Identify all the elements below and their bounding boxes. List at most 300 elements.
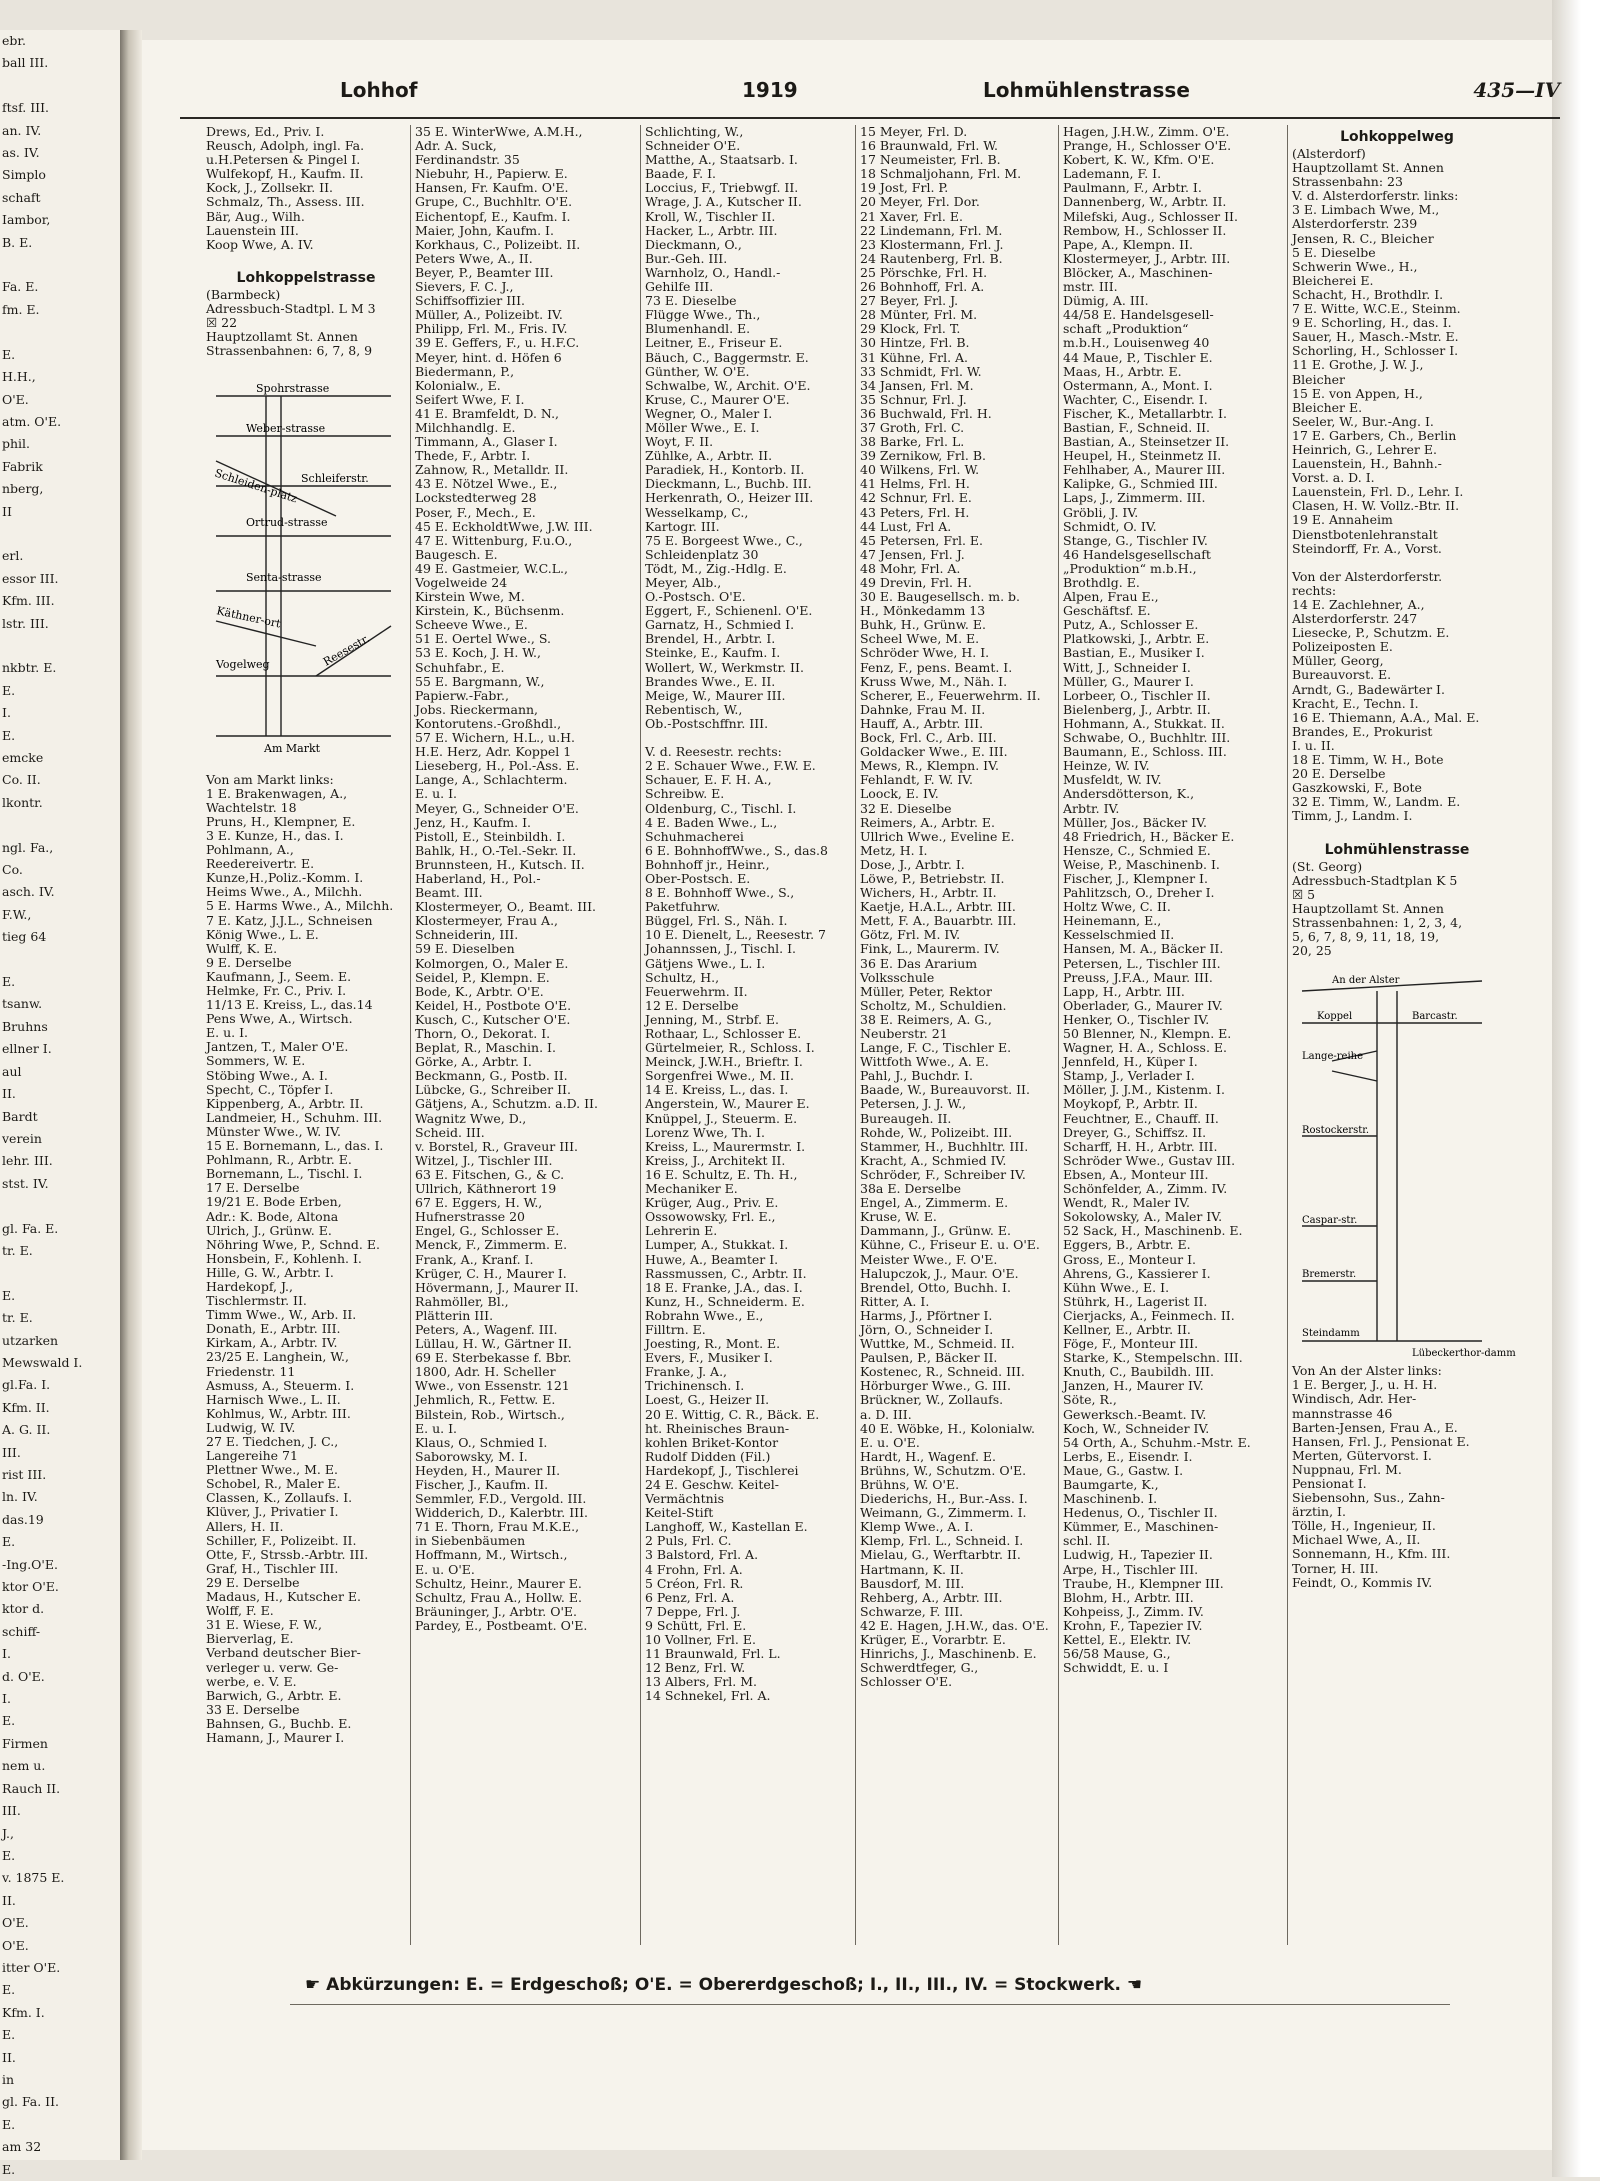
directory-entry: 3 Balstord, Frl. A. <box>645 1547 759 1563</box>
directory-entry: 13 Albers, Frl. M. <box>645 1674 758 1690</box>
directory-entry: Petersen, L., Tischler III. <box>1063 955 1221 971</box>
directory-entry: Kartogr. III. <box>645 518 720 534</box>
left-page-fragment: Fabrik <box>2 458 43 474</box>
directory-entry: 9 E. Schorling, H., das. I. <box>1292 315 1452 331</box>
directory-entry: Kusch, C., Kutscher O'E. <box>415 1011 571 1027</box>
left-page-fragment: O'E. <box>2 1937 29 1953</box>
directory-entry: kohlen Briket-Kontor <box>645 1434 779 1450</box>
directory-entry: Schwiddt, E. u. I <box>1063 1660 1169 1676</box>
directory-entry: Helmke, Fr. C., Priv. I. <box>206 983 347 998</box>
directory-entry: (Alsterdorf) <box>1292 146 1366 161</box>
directory-entry: Timm Wwe., W., Arb. II. <box>206 1307 357 1323</box>
page-header <box>50 78 1560 108</box>
directory-entry: 75 E. Borgeest Wwe., C., <box>645 532 803 548</box>
directory-entry: 29 Klock, Frl. T. <box>860 321 961 337</box>
directory-entry: Kirstein, K., Büchsenm. <box>415 603 565 619</box>
left-page-fragment: Kfm. II. <box>2 1399 50 1415</box>
directory-entry: Schauer, E. F. H. A., <box>645 772 772 788</box>
directory-entry: 47 E. Wittenburg, F.u.O., <box>415 532 573 548</box>
directory-entry: 20 Meyer, Frl. Dor. <box>860 194 980 210</box>
directory-entry: Gehilfe III. <box>645 279 714 295</box>
left-page-fragment: II <box>2 503 12 519</box>
directory-entry: Lauenstein III. <box>206 222 299 238</box>
directory-entry: V. d. Alsterdorferstr. links: <box>1292 188 1459 204</box>
directory-entry: 46 Handelsgesellschaft <box>1063 546 1211 562</box>
header-left-street: Lohhof <box>340 78 418 102</box>
directory-entry <box>645 731 863 745</box>
directory-entry: Lorbeer, O., Tischler II. <box>1063 687 1211 703</box>
left-page-fragment: Co. II. <box>2 772 41 788</box>
directory-entry: 11/13 E. Kreiss, L., das.14 <box>206 997 373 1013</box>
left-page-fragment: E. <box>2 2027 16 2043</box>
left-page-fragment: tr. E. <box>2 1242 33 1258</box>
directory-entry: Blöcker, A., Maschinen- <box>1063 264 1213 280</box>
directory-entry: 18 E. Franke, J.A., das. I. <box>645 1279 803 1295</box>
directory-entry: Madaus, H., Kutscher E. <box>206 1589 361 1605</box>
directory-entry: Janzen, H., Maurer IV. <box>1063 1378 1204 1394</box>
map-street-label: Schleiferstr. <box>301 471 369 485</box>
directory-entry: Schiffsoffizier III. <box>415 293 526 309</box>
directory-entry: Kolmorgen, O., Maler E. <box>415 955 569 971</box>
scan-edge <box>1552 0 1600 2177</box>
directory-entry <box>206 358 406 372</box>
directory-entry: Laps, J., Zimmerm. III. <box>1063 490 1206 506</box>
directory-entry: Von der Alsterdorferstr. <box>1292 568 1443 584</box>
directory-entry: Kunze,H.,Poliz.-Komm. I. <box>206 870 364 886</box>
directory-entry: Ludwig, W. IV. <box>206 1419 296 1435</box>
directory-entry: 35 E. WinterWwe, A.M.H., <box>415 124 583 139</box>
left-page-fragment: verein <box>2 1130 42 1146</box>
directory-entry: Scherer, E., Feuerwehrm. II. <box>860 687 1041 703</box>
directory-entry: Saborowsky, M. I. <box>415 1448 528 1464</box>
directory-entry: 15 E. von Appen, H., <box>1292 385 1423 401</box>
directory-entry: 41 E. Bramfeldt, D. N., <box>415 405 560 421</box>
left-page-fragment: A. G. II. <box>2 1422 51 1438</box>
directory-entry: Gätjens Wwe., L. I. <box>645 955 766 971</box>
directory-entry: 63 E. Fitschen, G., & C. <box>415 1166 565 1182</box>
directory-entry: Kracht, A., Schmied IV. <box>860 1152 1007 1168</box>
directory-entry: Kellner, E., Arbtr. II. <box>1063 1321 1191 1337</box>
directory-entry: Gewerksch.-Beamt. IV. <box>1063 1406 1207 1422</box>
left-page-fragment: fm. E. <box>2 301 40 317</box>
directory-entry: Kreiss, J., Architekt II. <box>645 1152 786 1168</box>
directory-entry: Brandes Wwe., E. II. <box>645 673 776 689</box>
directory-entry: Schultz, Heinr., Maurer E. <box>415 1575 582 1591</box>
directory-entry: 5 E. Harms Wwe., A., Milchh. <box>206 898 394 914</box>
map-street-label: Caspar-str. <box>1302 1215 1358 1227</box>
directory-entry: 31 E. Wiese, F. W., <box>206 1617 323 1633</box>
directory-entry: Ferdinandstr. 35 <box>415 152 520 168</box>
directory-entry: Lumper, A., Stukkat. I. <box>645 1237 789 1253</box>
directory-entry: Scharff, H. H., Arbtr. III. <box>1063 1138 1218 1154</box>
directory-entry <box>206 759 406 773</box>
directory-entry: Dieckmann, O., <box>645 236 742 252</box>
directory-entry: Kirkam, A., Arbtr. IV. <box>206 1335 338 1351</box>
directory-entry: Milefski, Aug., Schlosser II. <box>1063 208 1238 224</box>
directory-entry: Wagner, H. A., Schloss. E. <box>1063 1040 1228 1056</box>
directory-entry: H., Mönkedamm 13 <box>860 603 986 619</box>
directory-entry: Brühns, W. O'E. <box>860 1477 960 1492</box>
left-page-fragment: v. 1875 E. <box>2 1870 65 1886</box>
map-street-label: Reesestr. <box>321 631 372 669</box>
directory-entry: E. u. I. <box>206 1025 248 1041</box>
directory-entry: Plettner Wwe., M. E. <box>206 1462 338 1478</box>
directory-entry: 39 Zernikow, Frl. B. <box>860 448 987 464</box>
directory-entry: mannstrasse 46 <box>1292 1405 1393 1421</box>
directory-entry: 3 E. Limbach Wwe, M., <box>1292 202 1440 218</box>
directory-entry: Jensen, R. C., Bleicher <box>1292 230 1434 246</box>
directory-entry: 11 E. Grothe, J. W. J., <box>1292 357 1424 373</box>
directory-entry: Hardekopf, J., Tischlerei <box>645 1462 799 1478</box>
directory-entry: Bilstein, Rob., Wirtsch., <box>415 1406 565 1422</box>
directory-entry: Witt, J., Schneider I. <box>1063 659 1191 675</box>
book-gutter <box>120 30 142 2160</box>
left-page-fragment: Iambor, <box>2 212 51 228</box>
directory-entry: 48 Friedrich, H., Bäcker E. <box>1063 828 1235 844</box>
directory-entry: Schobel, R., Maler E. <box>206 1476 341 1492</box>
directory-entry: Andersdötterson, K., <box>1063 786 1195 802</box>
directory-entry: Schultz, Frau A., Hollw. E. <box>415 1589 582 1605</box>
directory-entry: Kolonialw., E. <box>415 377 501 393</box>
column-divider <box>410 125 411 1945</box>
directory-entry: Putz, A., Schlosser E. <box>1063 617 1199 633</box>
left-page-fragment: phil. <box>2 436 31 452</box>
directory-entry: Schwalbe, W., Archit. O'E. <box>645 377 811 393</box>
directory-entry: Liesecke, P., Schutzm. E. <box>1292 625 1450 641</box>
directory-entry: Kostenec, R., Schneid. III. <box>860 1364 1025 1380</box>
left-page-fragment: rist III. <box>2 1467 47 1482</box>
directory-entry: Torner, H. III. <box>1292 1560 1379 1576</box>
left-page-fragment: II. <box>2 2049 16 2065</box>
directory-entry: Bahnsen, G., Buchb. E. <box>206 1715 352 1731</box>
left-page-fragment: -Ing.O'E. <box>2 1556 58 1572</box>
directory-entry: 12 E. Derselbe <box>645 997 739 1013</box>
directory-entry: Klaus, O., Schmied I. <box>415 1434 548 1450</box>
directory-entry: 20 E. Derselbe <box>1292 766 1386 782</box>
directory-entry: Rehberg, A., Arbtr. III. <box>860 1589 1003 1605</box>
directory-entry: Günther, W. O'E. <box>645 363 750 379</box>
directory-entry: Schuhmacherei <box>645 828 744 844</box>
directory-entry: Weimann, G., Zimmerm. I. <box>860 1505 1027 1521</box>
directory-entry: Lehrerin E. <box>645 1223 718 1239</box>
directory-entry: Klostermeyer, J., Arbtr. III. <box>1063 250 1231 266</box>
directory-entry: Windisch, Adr. Her- <box>1292 1391 1417 1407</box>
directory-entry: Ostermann, A., Mont. I. <box>1063 377 1213 393</box>
directory-entry: Nuppnau, Frl. M. <box>1292 1461 1402 1477</box>
directory-entry: Ludwig, H., Tapezier II. <box>1063 1547 1213 1563</box>
directory-entry: Krüger, E., Vorarbtr. E. <box>860 1632 1006 1648</box>
left-page-fragment: E. <box>2 1287 16 1303</box>
directory-entry: 71 E. Thorn, Frau M.K.E., <box>415 1519 580 1535</box>
directory-entry: Schlichting, W., <box>645 124 744 139</box>
directory-entry: V. d. Reesestr. rechts: <box>645 744 782 760</box>
directory-entry: Mielau, G., Werftarbtr. II. <box>860 1547 1021 1563</box>
directory-entry: Ullrich, Käthnerort 19 <box>415 1181 557 1197</box>
directory-entry: Diederichs, H., Bur.-Ass. I. <box>860 1491 1028 1507</box>
directory-entry: Philipp, Frl. M., Fris. IV. <box>415 321 568 337</box>
directory-entry: 49 E. Gastmeier, W.C.L., <box>415 560 568 576</box>
directory-entry: Knuth, C., Baubildh. III. <box>1063 1364 1214 1380</box>
directory-entry: Schwerdtfeger, G., <box>860 1660 979 1676</box>
directory-entry: Klemp Wwe., A. I. <box>860 1519 974 1535</box>
directory-entry: Bahlk, H., O.-Tel.-Sekr. II. <box>415 842 577 858</box>
directory-entry: mstr. III. <box>1063 279 1118 295</box>
directory-entry: Knüppel, J., Steuerm. E. <box>645 1110 798 1126</box>
directory-entry: Pruns, H., Klempner, E. <box>206 813 356 829</box>
directory-entry: H.E. Herz, Adr. Koppel 1 <box>415 744 572 760</box>
directory-entry: Seeler, W., Bur.-Ang. I. <box>1292 413 1434 429</box>
directory-entry: ärztin, I. <box>1292 1504 1346 1520</box>
directory-entry: Beyer, P., Beamter III. <box>415 264 554 280</box>
directory-entry: Hacker, L., Arbtr. III. <box>645 222 778 238</box>
directory-entry: 28 Münter, Frl. M. <box>860 307 978 323</box>
directory-entry: Peters, A., Wagenf. III. <box>415 1321 558 1337</box>
directory-entry: Bastian, A., Steinsetzer II. <box>1063 434 1230 450</box>
directory-entry: 56/58 Mause, G., <box>1063 1646 1171 1662</box>
street-heading: Lohkoppelweg <box>1340 129 1454 145</box>
directory-entry: Tischlermstr. II. <box>206 1293 307 1309</box>
directory-entry: Garnatz, H., Schmied I. <box>645 617 795 633</box>
directory-entry: Rothaar, L., Schlosser E. <box>645 1026 802 1041</box>
directory-entry: Kalipke, G., Schmied III. <box>1063 476 1218 492</box>
map-street-label: Rostockerstr. <box>1302 1125 1370 1137</box>
directory-entry: v. Borstel, R., Graveur III. <box>415 1138 578 1154</box>
directory-entry: Gross, E., Monteur I. <box>1063 1251 1197 1267</box>
directory-entry: Hardt, H., Wagenf. E. <box>860 1448 997 1464</box>
directory-entry: Seifert Wwe, F. I. <box>415 391 525 407</box>
directory-entry: Harms, J., Pförtner I. <box>860 1307 993 1323</box>
directory-entry: Joesting, R., Mont. E. <box>645 1336 781 1352</box>
directory-entry: Otte, F., Strssb.-Arbtr. III. <box>206 1546 369 1562</box>
directory-entry: Hansen, Fr. Kaufm. O'E. <box>415 180 569 196</box>
left-page-fragment: Bruhns <box>2 1018 48 1034</box>
directory-entry: Goldacker Wwe., E. III. <box>860 744 1008 760</box>
directory-entry: Keitel-Stift <box>645 1505 714 1521</box>
directory-entry: 19/21 E. Bode Erben, <box>206 1194 342 1210</box>
directory-entry: 2 Puls, Frl. C. <box>645 1533 732 1549</box>
directory-entry: Arpe, H., Tischler III. <box>1063 1561 1199 1577</box>
left-page-fragment: ln. IV. <box>2 1489 38 1505</box>
directory-entry: Feuerwehrm. II. <box>645 983 748 999</box>
abbreviations-text: Abkürzungen: E. = Erdgeschoß; O'E. = Obererdgeschoß; I., II., III., IV. = Stockwerk. <box>326 1975 1121 1995</box>
directory-entry: Ahrens, G., Kassierer I. <box>1063 1265 1211 1281</box>
directory-entry: Kümmer, E., Maschinen- <box>1063 1519 1219 1535</box>
directory-entry: Kruse, W. E. <box>860 1209 937 1225</box>
map-street-label: Lange-reihe <box>1302 1051 1363 1063</box>
directory-entry: Hauptzollamt St. Annen <box>1292 160 1444 176</box>
directory-entry: Schleidenplatz 30 <box>645 546 759 562</box>
directory-entry: Kobert, K. W., Kfm. O'E. <box>1063 152 1215 168</box>
directory-entry: Brunnsteen, H., Kutsch. II. <box>415 856 585 872</box>
left-page-fragment: nberg, <box>2 481 44 497</box>
directory-entry: Engel, A., Zimmerm. E. <box>860 1195 1009 1211</box>
left-page-fragment: III. <box>2 1444 21 1460</box>
left-page-fragment: Simplo <box>2 167 46 183</box>
directory-entry: 40 Wilkens, Frl. W. <box>860 462 980 478</box>
header-rule <box>180 117 1560 119</box>
directory-entry: Adr.: K. Bode, Altona <box>206 1208 339 1224</box>
directory-entry: Bär, Aug., Wilh. <box>206 208 305 224</box>
directory-entry: Verband deutscher Bier- <box>206 1645 361 1661</box>
directory-entry: Ebsen, A., Monteur III. <box>1063 1166 1209 1182</box>
directory-entry: Schuhfabr., E. <box>415 659 505 675</box>
directory-entry: Seidel, P., Klempn. E. <box>415 969 550 985</box>
directory-entry: Heinrich, G., Lehrer E. <box>1292 441 1437 457</box>
directory-entry: Schmidt, O. IV. <box>1063 518 1157 534</box>
directory-entry: Hörburger Wwe., G. III. <box>860 1378 1011 1394</box>
directory-entry: ht. Rheinisches Braun- <box>645 1420 790 1436</box>
directory-entry: 43 Peters, Frl. H. <box>860 504 970 520</box>
directory-entry: 38 Barke, Frl. L. <box>860 434 965 450</box>
left-page-fragment: asch. IV. <box>2 884 55 900</box>
directory-entry: Michael Wwe, A., II. <box>1292 1532 1421 1548</box>
directory-entry: Müller, Jos., Bäcker IV. <box>1063 814 1207 830</box>
left-page-fragment: nkbtr. E. <box>2 660 57 676</box>
directory-entry: Sommers, W. E. <box>206 1053 306 1069</box>
map-street-label: Schleiden-platz <box>213 465 299 505</box>
directory-entry: Papierw.-Fabr., <box>415 687 509 703</box>
map-street-label: Spohrstrasse <box>256 381 330 395</box>
directory-entry: Fehlandt, F. W. IV. <box>860 772 973 788</box>
directory-entry: Bock, Frl. C., Arb. III. <box>860 730 997 746</box>
hand-pointer-icon: ☚ <box>1121 1975 1143 1995</box>
directory-entry: Schwerin Wwe., H., <box>1292 258 1418 274</box>
directory-entry: Stammer, H., Buchhltr. III. <box>860 1138 1029 1154</box>
left-page-fragment: ktor O'E. <box>2 1579 59 1595</box>
directory-entry: Jörn, O., Schneider I. <box>860 1321 994 1337</box>
left-page-margin <box>0 30 123 2177</box>
left-page-fragment: lehr. III. <box>2 1153 53 1169</box>
street-heading: Lohkoppelstrasse <box>236 269 376 286</box>
directory-entry: Pens Wwe, A., Wirtsch. <box>206 1011 353 1027</box>
directory-entry: Strassenbahnen: 6, 7, 8, 9 <box>206 343 373 359</box>
directory-entry: Grupe, C., Buchhltr. O'E. <box>415 194 573 210</box>
directory-entry: Sievers, F. C. J., <box>415 279 514 295</box>
directory-entry: Jantzen, T., Maler O'E. <box>206 1039 349 1055</box>
directory-entry: 16 E. Schultz, E. Th. H., <box>645 1166 798 1182</box>
directory-entry: Steindorff, Fr. A., Vorst. <box>1292 540 1442 556</box>
directory-entry: Baugesch. E. <box>415 546 498 562</box>
directory-entry: 27 E. Tiedchen, J. C., <box>206 1434 339 1449</box>
directory-entry: Meige, W., Maurer III. <box>645 687 786 703</box>
directory-entry: Alsterdorferstr. 247 <box>1292 611 1418 627</box>
directory-entry: Rembow, H., Schlosser II. <box>1063 222 1227 238</box>
directory-entry: Hansen, M. A., Bäcker II. <box>1063 941 1224 957</box>
directory-entry: 73 E. Dieselbe <box>645 293 737 309</box>
directory-entry: rechts: <box>1292 582 1337 598</box>
directory-entry: Lauenstein, Frl. D., Lehr. I. <box>1292 484 1464 500</box>
directory-entry: Lorenz Wwe, Th. I. <box>645 1124 765 1140</box>
directory-entry: Holtz Wwe, C. II. <box>1063 899 1171 915</box>
left-page-fragment: E. <box>2 1713 16 1729</box>
directory-entry: Schorling, H., Schlosser I. <box>1292 343 1459 359</box>
map-street-label: Bremerstr. <box>1302 1269 1357 1281</box>
directory-entry: Löwe, P., Betriebstr. II. <box>860 870 1005 886</box>
left-page-fragment: gl. Fa. E. <box>2 1220 59 1236</box>
column-divider <box>1287 125 1288 1945</box>
directory-entry: Wendt, R., Maler IV. <box>1063 1195 1190 1211</box>
directory-entry: 31 Kühne, Frl. A. <box>860 349 969 365</box>
directory-entry: Halupczok, J., Maur. O'E. <box>860 1265 1019 1281</box>
directory-entry: Rahmöller, Bl., <box>415 1293 509 1309</box>
directory-entry: Heims Wwe., A., Milchh. <box>206 884 363 900</box>
directory-entry: Lübcke, G., Schreiber II. <box>415 1082 571 1098</box>
directory-entry: Plätterin III. <box>415 1307 494 1323</box>
directory-entry: Heinze, W. IV. <box>1063 758 1150 774</box>
directory-entry: Beamt. III. <box>415 885 483 901</box>
left-page-fragment: in <box>2 2071 15 2087</box>
directory-entry: 19 E. Annaheim <box>1292 512 1393 528</box>
directory-entry: 8 E. Bohnhoff Wwe., S., <box>645 885 795 901</box>
directory-entry: Wesselkamp, C., <box>645 504 749 520</box>
directory-entry: Münster Wwe., W. IV. <box>206 1123 341 1139</box>
directory-entry: Pistoll, E., Steinbildh. I. <box>415 828 566 844</box>
directory-entry: Platkowski, J., Arbtr. E. <box>1063 631 1210 647</box>
directory-entry <box>1292 556 1502 570</box>
left-page-fragment: Mewswald I. <box>2 1354 83 1370</box>
map-street-label: Senta-strasse <box>246 570 322 584</box>
directory-entry: Von An der Alster links: <box>1292 1363 1442 1379</box>
directory-entry: a. D. III. <box>860 1406 912 1422</box>
directory-entry: Graf, H., Tischler III. <box>206 1560 339 1576</box>
left-page-fragment: stst. IV. <box>2 1175 49 1191</box>
directory-entry: Kühne, C., Friseur E. u. O'E. <box>860 1237 1040 1253</box>
directory-entry: 18 Schmaljohann, Frl. M. <box>860 166 1022 182</box>
directory-entry: Hauff, A., Arbtr. III. <box>860 715 984 731</box>
directory-entry: schl. II. <box>1063 1533 1111 1549</box>
directory-entry: Keidel, H., Postbote O'E. <box>415 997 572 1013</box>
directory-entry: Starke, K., Stempelschn. III. <box>1063 1350 1243 1366</box>
directory-entry: 57 E. Wichern, H.L., u.H. <box>415 730 575 746</box>
directory-entry: Dienstbotenlehranstalt <box>1292 526 1438 542</box>
directory-entry: Lerbs, E., Eisendr. I. <box>1063 1448 1193 1464</box>
directory-entry: Wollert, W., Werkmstr. II. <box>645 659 804 675</box>
directory-entry: 44 Lust, Frl A. <box>860 518 952 534</box>
directory-entry: Harnisch Wwe., L. II. <box>206 1391 341 1407</box>
directory-entry: Feindt, O., Kommis IV. <box>1292 1574 1433 1590</box>
directory-entry: Föge, F., Monteur III. <box>1063 1336 1199 1352</box>
directory-entry: ☒ 5 <box>1292 886 1316 902</box>
directory-entry: 50 Blenner, N., Klempn. E. <box>1063 1026 1232 1041</box>
directory-entry: Leitner, E., Friseur E. <box>645 335 783 351</box>
directory-entry: 19 Jost, Frl. P. <box>860 180 949 196</box>
directory-entry: Alpen, Frau E., <box>1063 589 1159 605</box>
column-divider <box>640 125 641 1945</box>
directory-entry: Müller, Peter, Rektor <box>860 983 992 999</box>
directory-entry: Kirstein Wwe, M. <box>415 589 525 605</box>
directory-entry: 7 E. Witte, W.C.E., Steinm. <box>1292 301 1461 317</box>
directory-entry: 9 E. Derselbe <box>206 954 292 970</box>
column-3 <box>645 125 863 1945</box>
directory-entry: 21 Xaver, Frl. E. <box>860 208 963 224</box>
directory-entry: Ober-Postsch. E. <box>645 870 751 886</box>
directory-entry: Filltrn. E. <box>645 1321 706 1337</box>
directory-entry: Langereihe 71 <box>206 1448 298 1464</box>
directory-entry: Pensionat I. <box>1292 1476 1367 1491</box>
directory-entry: Dahnke, Frau M. II. <box>860 701 986 717</box>
directory-entry: Witzel, J., Tischler III. <box>415 1152 553 1168</box>
directory-entry: Gätjens, A., Schutzm. a.D. II. <box>415 1096 598 1112</box>
directory-entry: Donath, E., Arbtr. III. <box>206 1321 341 1337</box>
left-page-fragment: ktor d. <box>2 1601 45 1617</box>
directory-entry: Hille, G. W., Arbtr. I. <box>206 1264 334 1280</box>
directory-entry: 54 Orth, A., Schuhm.-Mstr. E. <box>1063 1434 1251 1450</box>
directory-entry: Ritter, A. I. <box>860 1293 930 1309</box>
directory-entry: Schröder Wwe, H. I. <box>860 645 990 661</box>
directory-entry: Meinck, J.W.H., Brieftr. I. <box>645 1054 803 1070</box>
directory-entry: Steinke, E., Kaufm. I. <box>645 645 781 661</box>
directory-entry: 9 Schütt, Frl. E. <box>645 1617 747 1633</box>
